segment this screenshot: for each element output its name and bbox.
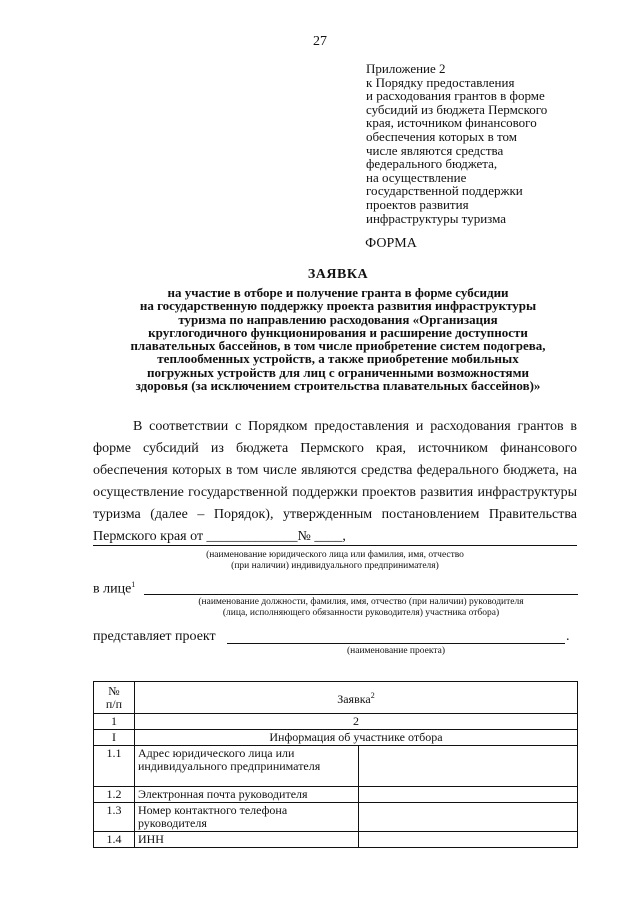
row-value-cell[interactable] — [358, 787, 577, 803]
row-value-cell[interactable] — [358, 803, 577, 832]
presents-label: представляет проект — [93, 629, 216, 644]
section-row — [94, 730, 578, 746]
row-label: Адрес юридического лица или индивидуального предпринимателя — [134, 746, 358, 787]
table-row — [94, 746, 578, 787]
appendix-title: Приложение 2 — [366, 61, 446, 76]
footnote-mark-1: 1 — [131, 580, 136, 589]
row-label: ИНН — [134, 832, 358, 848]
section-title: Информация об участнике отбора — [134, 730, 577, 746]
document-title — [96, 286, 580, 392]
representative-hint-line-2: (лица, исполняющего обязанности руководителя) участника отбора) — [222, 608, 500, 618]
appendix-line: субсидий из бюджета Пермского — [366, 101, 548, 117]
appendix-block — [366, 62, 606, 225]
row-value-cell[interactable] — [358, 832, 577, 848]
appendix-line: на осуществление — [366, 169, 467, 185]
title-line: здоровья (за исключением строительства плавательных бассейнов)» — [135, 378, 541, 394]
header-number-label: № — [108, 683, 120, 698]
header-number-sub: п/п — [105, 696, 123, 711]
table-number-row — [94, 714, 578, 730]
intro-paragraph — [93, 416, 577, 548]
representative-hint — [144, 597, 578, 619]
in-person-text: в лице — [93, 581, 132, 597]
table-row — [94, 803, 578, 832]
title-line: теплообменных устройств, а также приобретение мобильных — [157, 351, 519, 367]
table-row — [94, 832, 578, 848]
appendix-line: и расходования грантов в форме — [366, 88, 545, 104]
section-number: I — [94, 730, 135, 746]
col-index-cell: 2 — [134, 714, 577, 730]
row-number: 1.3 — [94, 803, 135, 832]
footnote-mark-2: 2 — [370, 691, 375, 700]
col-index-cell: 1 — [94, 714, 135, 730]
appendix-line: числе являются средства — [366, 142, 504, 158]
appendix-line: проектов развития — [366, 196, 469, 212]
appendix-line: к Порядку предоставления — [366, 74, 515, 90]
title-line: плавательных бассейнов, в том числе приобретение систем подогрева, — [130, 338, 546, 354]
row-label: Номер контактного телефона руководителя — [134, 803, 358, 832]
application-table — [93, 681, 578, 848]
intro-text: В соответствии с Порядком предоставления и расходования грантов в форме субсидий из бюджета Пермского края, источником финансового обеспечения которых в том числе являются средства федерального бюджета, на осуществление государственной поддержки проектов развития инфраструктуры туризма (далее – Порядок), утвержденным постановлением Правительства Пермского края от _____________№ ____, — [93, 419, 577, 544]
applicant-hint-line-1: (наименование юридического лица или фамилия, имя, отчество — [206, 550, 464, 560]
applicant-hint — [93, 550, 577, 572]
title-line: на участие в отборе и получение гранта в форме субсидии — [167, 285, 509, 300]
table-header-row — [94, 682, 578, 714]
row-value-cell[interactable] — [358, 746, 577, 787]
row-number: 1.1 — [94, 746, 135, 787]
representative-line[interactable] — [144, 594, 578, 595]
appendix-line: обеспечения которых в том — [366, 128, 518, 144]
row-number: 1.2 — [94, 787, 135, 803]
applicant-hint-line-2: (при наличии) индивидуального предпринимателя) — [231, 561, 439, 571]
in-person-label — [93, 580, 135, 598]
title-line: круглогодичного функционирования и расширение доступности — [148, 324, 528, 340]
page-number: 27 — [313, 34, 327, 49]
title-line: на государственную поддержку проекта развития инфраструктуры — [139, 298, 537, 314]
appendix-line: федерального бюджета, — [366, 156, 498, 172]
presents-end: . — [566, 629, 570, 644]
title-line: погружных устройств для лиц с ограниченными возможностями — [147, 364, 529, 380]
row-number: 1.4 — [94, 832, 135, 848]
applicant-name-line[interactable] — [93, 545, 577, 546]
header-application-label: Заявка — [337, 692, 371, 706]
appendix-line: инфраструктуры туризма — [366, 210, 507, 226]
row-label: Электронная почта руководителя — [134, 787, 358, 803]
header-number-cell — [94, 682, 135, 714]
appendix-line: края, источником финансового — [366, 115, 537, 131]
project-name-line[interactable] — [227, 643, 565, 644]
document-heading: ЗАЯВКА — [307, 267, 369, 282]
header-application-cell — [134, 682, 577, 714]
table-row — [94, 787, 578, 803]
project-hint: (наименование проекта) — [346, 646, 445, 656]
appendix-line: государственной поддержки — [366, 183, 523, 199]
title-line: туризма по направлению расходования «Организация — [178, 311, 498, 327]
representative-hint-line-1: (наименование должности, фамилия, имя, отчество (при наличии) руководителя — [198, 597, 524, 607]
form-label: ФОРМА — [365, 236, 417, 251]
